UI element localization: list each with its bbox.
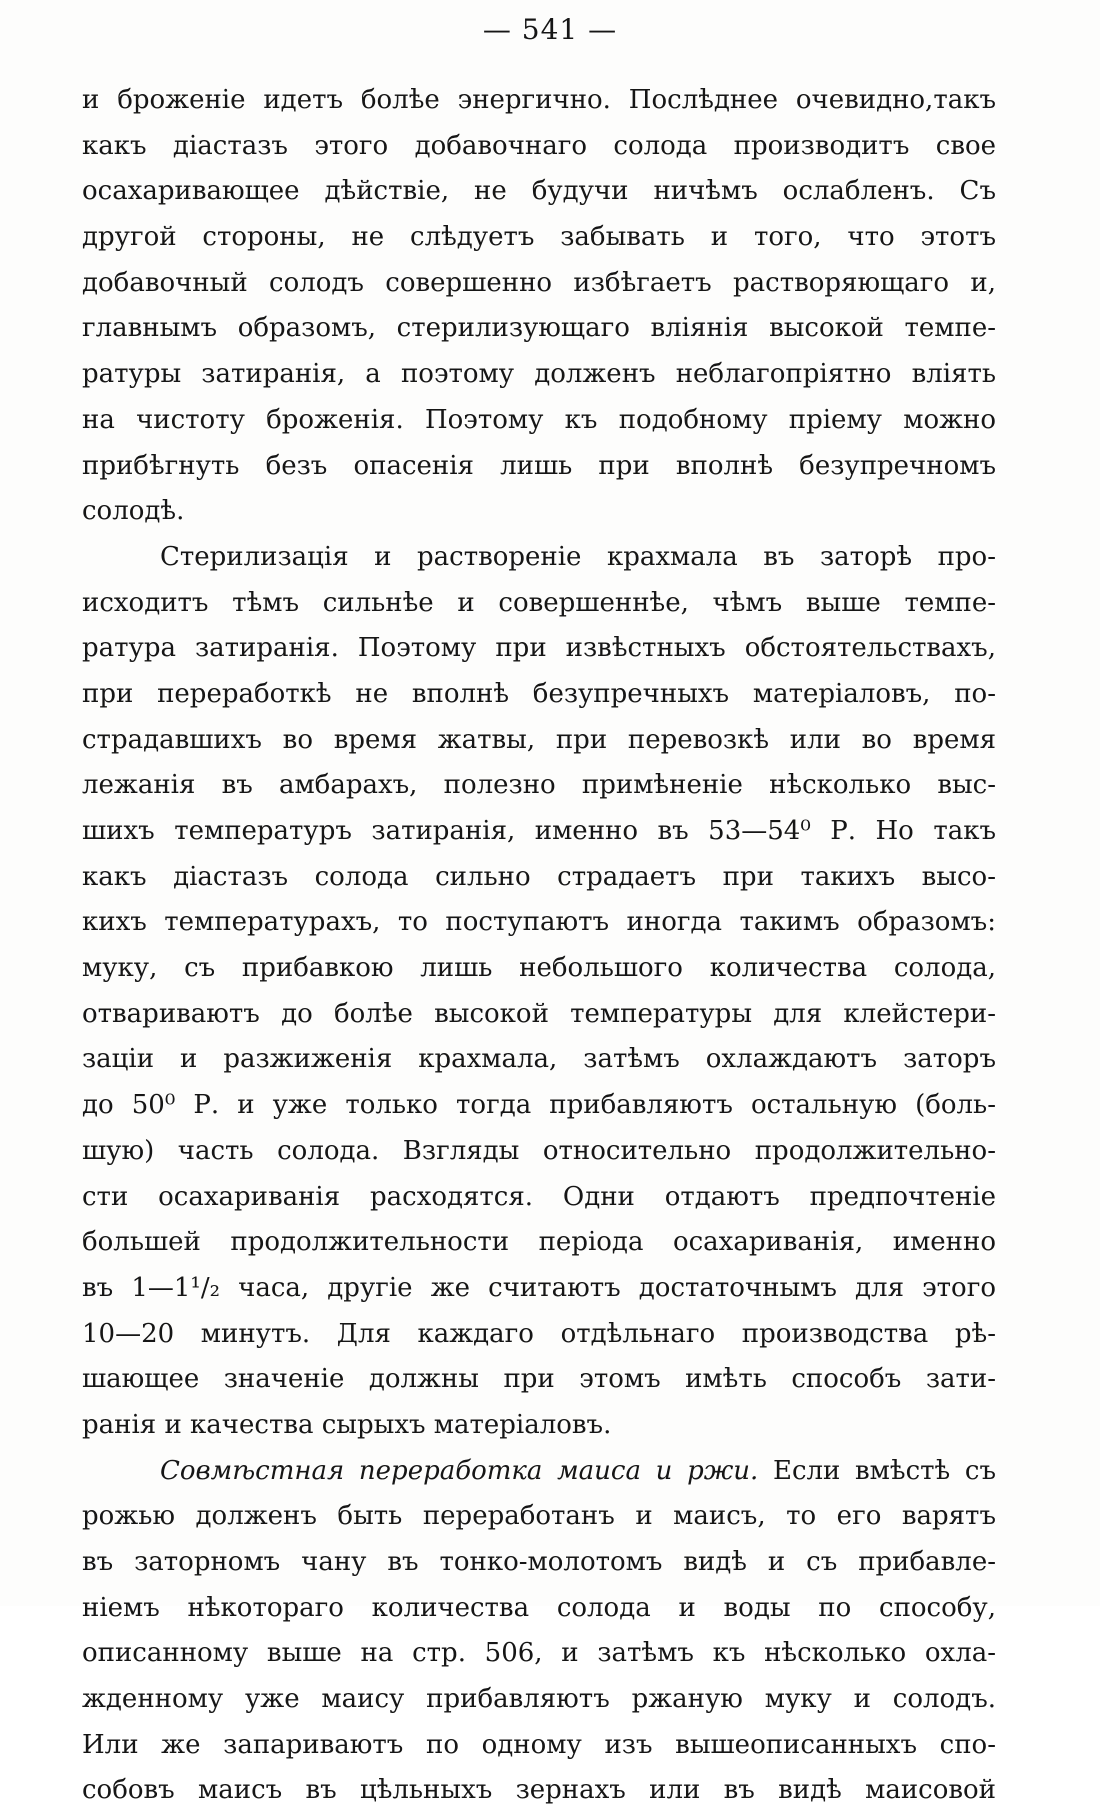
section-heading-inline: Совмѣстная переработка маиса и ржи. [160,1455,759,1486]
text-line: описанному выше на стр. 506, и затѣмъ къ нѣсколько охла- [82,1638,996,1669]
text-line: осахаривающее дѣйствіе, не будучи ничѣмъ ослабленъ. Съ [82,176,996,207]
text-line: Стерилизація и раствореніе крахмала въ заторѣ про- [160,541,996,572]
text-line: другой стороны, не слѣдуетъ забывать и того, что этотъ [82,222,996,253]
text-line: страдавшихъ во время жатвы, при перевозкѣ или во время [82,724,996,755]
text-line: до 50⁰ Р. и уже только тогда прибавляютъ остальную (боль- [82,1090,996,1121]
text-line: собовъ маисъ въ цѣльныхъ зернахъ или въ видѣ маисовой [82,1775,996,1806]
text-line: и броженіе идетъ болѣе энергично. Послѣднее очевидно,такъ [82,85,996,115]
text-line: Или же запариваютъ по одному изъ вышеописанныхъ спо- [82,1729,996,1760]
text-line: ніемъ нѣкотораго количества солода и воды по способу, [82,1592,996,1623]
text-line: въ заторномъ чану въ тонко-молотомъ видѣ и съ прибавле- [82,1547,996,1577]
text-line: при переработкѣ не вполнѣ безупречныхъ матеріаловъ, по- [82,678,996,709]
text-line [82,1449,996,1495]
text-line: сти осахариванія расходятся. Одни отдаютъ предпочтеніе [82,1181,996,1212]
text-line: на чистоту броженія. Поэтому къ подобному пріему можно [82,404,996,435]
text-line: отвариваютъ до болѣе высокой температуры для клейстери- [82,998,996,1029]
text-line: исходитъ тѣмъ сильнѣе и совершеннѣе, чѣмъ выше темпе- [82,587,996,618]
text-line: прибѣгнуть безъ опасенія лишь при вполнѣ безупречномъ [82,450,996,481]
text-line: ратура затиранія. Поэтому при извѣстныхъ обстоятельствахъ, [82,633,996,664]
text-line: муку, съ прибавкою лишь небольшого количества солода, [82,953,996,984]
text-line: жденному уже маису прибавляютъ ржаную муку и солодъ. [82,1684,996,1715]
text-line: большей продолжительности періода осахариванія, именно [82,1227,996,1258]
paragraph-1 [82,78,996,535]
text-line: заціи и разжиженія крахмала, затѣмъ охлаждаютъ заторъ [82,1044,996,1075]
text-line: шающее значеніе должны при этомъ имѣть способъ зати- [82,1364,996,1395]
text-line: ранія и качества сырыхъ матеріаловъ. [82,1409,612,1440]
text-line: шую) часть солода. Взгляды относительно продолжительно- [82,1135,996,1166]
text-line: главнымъ образомъ, стерилизующаго вліянія высокой темпе- [82,313,996,344]
text-line: рожью долженъ быть переработанъ и маисъ, то его варятъ [82,1501,996,1532]
text-line: лежанія въ амбарахъ, полезно примѣненіе нѣсколько выс- [82,770,996,801]
text-line: шихъ температуръ затиранія, именно въ 53—54⁰ Р. Но такъ [82,816,996,846]
text-line: въ 1—1¹/₂ часа, другіе же считаютъ достаточнымъ для этого [82,1272,996,1303]
text-line-rest: Если вмѣстѣ съ [758,1455,996,1486]
text-line: добавочный солодъ совершенно избѣгаетъ растворяющаго и, [82,267,996,298]
text-line: кихъ температурахъ, то поступаютъ иногда такимъ образомъ: [82,907,996,938]
text-line: какъ діастазъ этого добавочнаго солода производитъ свое [82,130,996,161]
text-line: ратуры затиранія, а поэтому долженъ неблагопріятно вліять [82,359,996,390]
text-line: какъ діастазъ солода сильно страдаетъ при такихъ высо- [82,861,996,892]
text-line: 10—20 минутъ. Для каждаго отдѣльнаго производства рѣ- [82,1318,996,1349]
paragraph-3 [82,1449,996,1814]
paragraph-2 [82,535,996,1449]
page-number: — 541 — [482,13,618,46]
body-text [82,78,996,1814]
text-line: солодѣ. [82,496,185,527]
